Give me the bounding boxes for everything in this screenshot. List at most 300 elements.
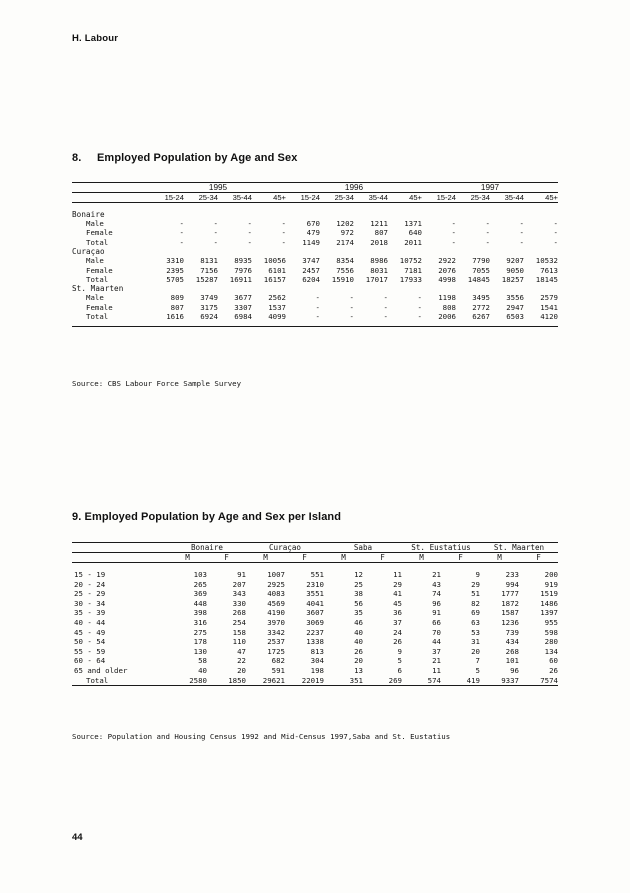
data-cell: - [315,302,320,312]
year-group-1996: 1996 [344,183,364,192]
data-cell: - [485,237,490,247]
data-cell: 369 [193,589,207,599]
data-cell: 2076 [438,265,456,275]
data-cell: - [315,293,320,303]
data-cell: 2925 [267,579,285,589]
data-cell: 2174 [336,237,354,247]
data-cell: 8354 [336,256,354,266]
data-cell: 1541 [540,302,558,312]
data-cell: 8131 [200,256,218,266]
table-row [72,656,558,666]
data-cell: - [247,228,252,238]
data-cell: 51 [471,589,480,599]
data-cell: 4120 [540,312,558,322]
total-cell: 22019 [301,675,324,685]
table-row [72,312,558,321]
data-cell: 16911 [229,275,252,285]
table-9-grid [72,542,558,686]
data-cell: 130 [193,646,207,656]
data-cell: 38 [354,589,363,599]
data-cell: 40 [354,637,363,647]
data-cell: 280 [544,637,558,647]
data-cell: 1338 [306,637,324,647]
data-cell: 178 [193,637,207,647]
data-cell: 7 [475,656,480,666]
total-cell: 351 [349,675,363,685]
data-cell: - [315,312,320,322]
table-row [72,293,558,302]
row-label: 40 - 44 [74,617,106,627]
table-row [72,608,558,618]
data-cell: 9050 [506,265,524,275]
data-cell: 21 [432,570,441,579]
table-8 [72,182,558,327]
data-cell: 10532 [535,256,558,266]
data-cell: 11 [432,665,441,675]
sex-col-st-maarten-m: M [497,553,502,562]
data-cell: 4190 [267,608,285,618]
data-cell: 919 [544,579,558,589]
table-9-heading [72,511,341,523]
data-cell: 479 [306,228,320,238]
data-cell: 268 [232,608,246,618]
data-cell: 2395 [166,265,184,275]
table-row [72,275,558,284]
data-cell: 21 [432,656,441,666]
table-9-number: 9. [72,511,82,523]
data-cell: 1149 [302,237,320,247]
data-cell: 12 [354,570,363,579]
year-group-1995: 1995 [208,183,228,192]
data-cell: - [451,237,456,247]
data-cell: 1519 [540,589,558,599]
data-cell: 4998 [438,275,456,285]
data-cell: - [519,237,524,247]
data-cell: 15287 [195,275,218,285]
row-label: 45 - 49 [74,627,106,637]
data-cell: 1486 [540,598,558,608]
table-8-body [72,210,558,322]
data-cell: 6924 [200,312,218,322]
data-cell: 2018 [370,237,388,247]
row-label: 25 - 29 [74,589,106,599]
data-cell: 3970 [267,617,285,627]
table-row [72,219,558,228]
data-cell: 3607 [306,608,324,618]
table-8-group-header [72,247,558,256]
data-cell: 101 [505,656,519,666]
data-cell: 91 [432,608,441,618]
table-row [72,666,558,676]
data-cell: - [281,219,286,228]
data-cell: 17017 [365,275,388,285]
running-head: H. Labour [72,33,119,44]
data-cell: 807 [374,228,388,238]
data-cell: 2772 [472,302,490,312]
data-cell: - [519,228,524,238]
corner-cell-4 [72,553,168,562]
table-8-grid [72,182,558,327]
corner-cell [72,183,150,192]
total-cell: 2580 [189,675,207,685]
table-9-source: Source: Population and Housing Census 1992 and Mid-Census 1997,Saba and St. Eustatius [72,732,451,741]
data-cell: 10056 [263,256,286,266]
row-label: 15 - 19 [74,570,106,579]
sex-col-st-maarten-f: F [536,553,541,562]
data-cell: - [485,228,490,238]
age-col-1997-15-24: 15-24 [436,193,456,202]
data-cell: - [213,228,218,238]
data-cell: 233 [505,570,519,579]
data-cell: - [417,302,422,312]
data-cell: 5 [475,665,480,675]
data-cell: 15910 [331,275,354,285]
data-cell: 398 [193,608,207,618]
data-cell: 14845 [467,275,490,285]
data-cell: 13 [354,665,363,675]
data-cell: 40 [198,665,207,675]
data-cell: 96 [432,598,441,608]
data-cell: 20 [471,646,480,656]
data-cell: 955 [544,617,558,627]
sex-col-saba-m: M [341,553,346,562]
data-cell: 41 [393,589,402,599]
data-cell: 103 [193,570,207,579]
data-cell: 207 [232,579,246,589]
data-cell: 4569 [267,598,285,608]
data-cell: 18257 [501,275,524,285]
total-cell: 29621 [262,675,285,685]
row-label: Female [86,302,113,312]
total-cell: 574 [427,675,441,685]
island-bonaire: Bonaire [190,543,223,552]
data-cell: 1371 [404,219,422,228]
group-label: Bonaire [72,210,105,219]
data-cell: 3749 [200,293,218,303]
data-cell: 808 [442,302,456,312]
data-cell: 40 [354,627,363,637]
data-cell: 35 [354,608,363,618]
table-total-row [72,676,558,686]
data-cell: 20 [354,656,363,666]
row-label: Total [86,237,109,247]
data-cell: 640 [408,228,422,238]
age-col-1995-15-24: 15-24 [164,193,184,202]
data-cell: 70 [432,627,441,637]
data-cell: 56 [354,598,363,608]
age-col-1995-25-34: 25-34 [198,193,218,202]
table-8-year-header-row [72,183,558,192]
data-cell: 46 [354,617,363,627]
data-cell: - [383,302,388,312]
data-cell: 4041 [306,598,324,608]
data-cell: 3342 [267,627,285,637]
row-label: Male [86,219,104,228]
data-cell: 809 [170,293,184,303]
table-8-group-header [72,210,558,219]
total-cell: 7574 [540,675,558,685]
data-cell: - [349,312,354,322]
data-cell: 3747 [302,256,320,266]
data-cell: 3310 [166,256,184,266]
data-cell: - [349,302,354,312]
total-cell: 1850 [228,675,246,685]
data-cell: - [553,237,558,247]
data-cell: 813 [310,646,324,656]
data-cell: 29 [471,579,480,589]
data-cell: 82 [471,598,480,608]
data-cell: 9 [397,646,402,656]
data-cell: 807 [170,302,184,312]
data-cell: 1872 [501,598,519,608]
data-cell: 91 [237,570,246,579]
data-cell: 198 [310,665,324,675]
data-cell: - [451,219,456,228]
island-saba: Saba [353,543,373,552]
table-9-sex-header-row [72,553,558,562]
table-9 [72,542,558,686]
row-label: Total [86,312,109,322]
table-row [72,589,558,599]
data-cell: - [349,293,354,303]
table-8-heading [72,152,297,164]
table-row [72,647,558,657]
data-cell: 3551 [306,589,324,599]
sex-col-st-eustatius-m: M [419,553,424,562]
sex-col-bonaire-f: F [224,553,229,562]
row-label: 60 - 64 [74,656,106,666]
sex-col-curacao-f: F [302,553,307,562]
data-cell: 9207 [506,256,524,266]
table-9-title: Employed Population by Age and Sex per Island [84,511,342,523]
table-row [72,303,558,312]
data-cell: 8986 [370,256,388,266]
data-cell: - [553,219,558,228]
data-cell: 26 [393,637,402,647]
total-cell: 269 [388,675,402,685]
row-label: 30 - 34 [74,598,106,608]
data-cell: 448 [193,598,207,608]
data-cell: 26 [549,665,558,675]
data-cell: 10752 [399,256,422,266]
data-cell: 1211 [370,219,388,228]
data-cell: 2237 [306,627,324,637]
data-cell: 7156 [200,265,218,275]
data-cell: - [553,228,558,238]
table-row [72,256,558,265]
data-cell: 2310 [306,579,324,589]
data-cell: - [281,237,286,247]
data-cell: 6204 [302,275,320,285]
data-cell: 29 [393,579,402,589]
data-cell: 2947 [506,302,524,312]
data-cell: 591 [271,665,285,675]
data-cell: 7790 [472,256,490,266]
data-cell: 69 [471,608,480,618]
island-curacao: Curaçao [268,543,301,552]
corner-cell-3 [72,543,168,552]
age-col-1995-35-44: 35-44 [232,193,252,202]
data-cell: - [417,312,422,322]
data-cell: 254 [232,617,246,627]
data-cell: 45 [393,598,402,608]
data-cell: 6267 [472,312,490,322]
sex-col-curacao-m: M [263,553,268,562]
table-row [72,580,558,590]
table-row [72,228,558,237]
row-label: Male [86,293,104,303]
row-label: 35 - 39 [74,608,106,618]
data-cell: 2457 [302,265,320,275]
table-row [72,238,558,247]
spacer [72,203,558,210]
data-cell: 44 [432,637,441,647]
data-cell: 25 [354,579,363,589]
page-number: 44 [72,832,83,843]
data-cell: 18145 [535,275,558,285]
data-cell: 110 [232,637,246,647]
data-cell: 739 [505,627,519,637]
data-cell: 2537 [267,637,285,647]
group-label: Curaçao [72,247,105,257]
data-cell: 2579 [540,293,558,303]
table-8-number: 8. [72,152,82,164]
data-cell: - [383,312,388,322]
data-cell: - [179,228,184,238]
data-cell: 1616 [166,312,184,322]
data-cell: 17933 [399,275,422,285]
age-col-1996-45plus: 45+ [409,193,422,202]
data-cell: 31 [471,637,480,647]
year-group-1997: 1997 [480,183,500,192]
data-cell: - [247,219,252,228]
sex-col-st-eustatius-f: F [458,553,463,562]
data-cell: 53 [471,627,480,637]
data-cell: 3069 [306,617,324,627]
data-cell: 2562 [268,293,286,303]
data-cell: 5 [397,656,402,666]
data-cell: 24 [393,627,402,637]
table-row [72,628,558,638]
data-cell: 434 [505,637,519,647]
data-cell: - [383,293,388,303]
row-label: Male [86,256,104,266]
data-cell: - [417,293,422,303]
data-cell: 275 [193,627,207,637]
data-cell: 994 [505,579,519,589]
data-cell: 670 [306,219,320,228]
data-cell: 7055 [472,265,490,275]
row-label: Female [86,228,113,238]
data-cell: 36 [393,608,402,618]
age-col-1997-25-34: 25-34 [470,193,490,202]
data-cell: 2006 [438,312,456,322]
data-cell: 3556 [506,293,524,303]
data-cell: 96 [510,665,519,675]
data-cell: 1007 [267,570,285,579]
data-cell: 4083 [267,589,285,599]
data-cell: 1725 [267,646,285,656]
age-col-1995-45plus: 45+ [273,193,286,202]
row-label: 20 - 24 [74,579,106,589]
table-8-age-header-row [72,193,558,202]
group-label: St. Maarten [72,284,124,294]
age-col-1996-35-44: 35-44 [368,193,388,202]
data-cell: - [519,219,524,228]
data-cell: 1397 [540,608,558,618]
data-cell: 74 [432,589,441,599]
data-cell: 200 [544,570,558,579]
table-row [72,637,558,647]
table-9-body [72,570,558,685]
data-cell: 3175 [200,302,218,312]
data-cell: 66 [432,617,441,627]
data-cell: 598 [544,627,558,637]
data-cell: - [213,219,218,228]
row-label: Female [86,265,113,275]
data-cell: 134 [544,646,558,656]
total-label: Total [86,675,109,685]
data-cell: - [451,228,456,238]
data-cell: 7976 [234,265,252,275]
data-cell: 8935 [234,256,252,266]
data-cell: 1587 [501,608,519,618]
spacer-2 [72,563,558,570]
data-cell: 58 [198,656,207,666]
data-cell: 1777 [501,589,519,599]
data-cell: 3677 [234,293,252,303]
table-row [72,599,558,609]
data-cell: 11 [393,570,402,579]
data-cell: 5705 [166,275,184,285]
age-col-1997-45plus: 45+ [545,193,558,202]
total-cell: 9337 [501,675,519,685]
data-cell: 972 [340,228,354,238]
data-cell: 26 [354,646,363,656]
data-cell: - [179,219,184,228]
data-cell: 551 [310,570,324,579]
island-st-maarten: St. Maarten [493,543,545,552]
data-cell: 316 [193,617,207,627]
corner-cell-2 [72,193,150,202]
data-cell: 6101 [268,265,286,275]
data-cell: 16157 [263,275,286,285]
age-col-1996-15-24: 15-24 [300,193,320,202]
data-cell: 268 [505,646,519,656]
age-col-1997-35-44: 35-44 [504,193,524,202]
sex-col-bonaire-m: M [185,553,190,562]
table-9-island-header-row [72,543,558,552]
data-cell: - [213,237,218,247]
data-cell: 330 [232,598,246,608]
table-row [72,618,558,628]
data-cell: 63 [471,617,480,627]
data-cell: 37 [432,646,441,656]
data-cell: 9 [475,570,480,579]
row-label: 65 and older [74,665,128,675]
data-cell: 43 [432,579,441,589]
data-cell: 22 [237,656,246,666]
data-cell: 20 [237,665,246,675]
data-cell: 47 [237,646,246,656]
data-cell: 6 [397,665,402,675]
sex-col-saba-f: F [380,553,385,562]
data-cell: 265 [193,579,207,589]
data-cell: 1198 [438,293,456,303]
data-cell: 2922 [438,256,456,266]
table-8-source: Source: CBS Labour Force Sample Survey [72,379,242,388]
data-cell: 158 [232,627,246,637]
